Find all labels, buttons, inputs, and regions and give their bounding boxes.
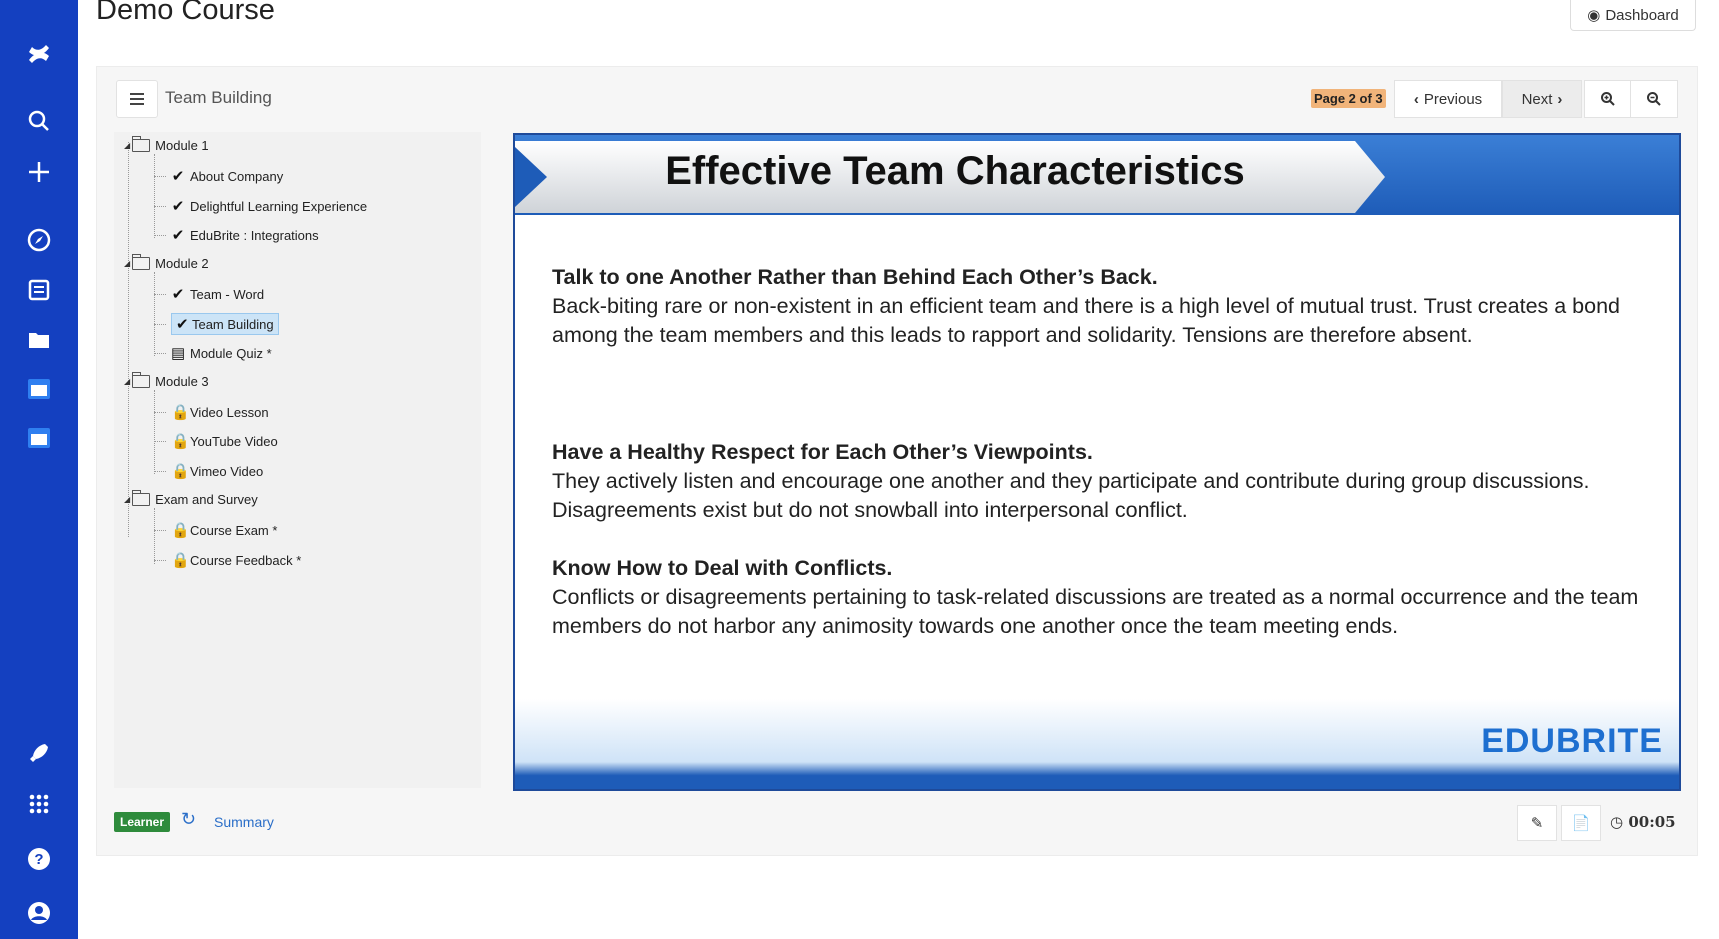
item-label: Team Building [191,317,274,332]
tree-connector [154,560,166,561]
rocket-icon[interactable] [19,733,59,773]
window-icon[interactable] [19,418,59,458]
folder-open-icon [132,139,150,152]
section-text: Conflicts or disagreements pertaining to task-related discussions are treated as a normal occurrence and the team members do not harbor any animosity towards one another once the team meeting ends. [552,585,1639,638]
notes-button[interactable] [1517,805,1557,841]
item-label: About Company [190,168,284,184]
document-button[interactable] [1561,805,1601,841]
tree-connector [154,206,166,207]
section-text: Back-biting rare or non-existent in an efficient team and there is a high level of mutual trust. Trust creates a bond among the team members and this leads to rapport and solidarity. Tensions are therefore absent. [552,294,1621,347]
zoom-in-icon [1600,91,1616,107]
expand-triangle-icon: ◢ [124,259,131,268]
chevron-right-icon: › [1557,90,1563,108]
section-text: They actively listen and encourage one another and they participate and contribute during group discussions. Disagreements exist but do not snowball into interpersonal conflict. [552,469,1590,522]
tree-module-3[interactable] [124,374,209,389]
check-icon: ✔ [171,286,185,303]
search-icon[interactable] [19,101,59,141]
tree-item-about-company[interactable] [154,167,283,185]
dashboard-label: Dashboard [1605,6,1679,24]
hamburger-icon [130,98,144,100]
summary-link[interactable]: Summary [214,814,274,830]
refresh-icon[interactable]: ↻ [181,809,197,829]
module-label: Exam and Survey [155,492,258,507]
tree-connector [154,530,166,531]
breadcrumb: Team Building [165,88,272,107]
check-icon: ✔ [176,316,189,333]
tree-item-course-feedback[interactable] [154,551,301,569]
next-label: Next [1521,90,1553,108]
slide-section [552,438,1642,525]
document-icon: 📄 [1571,815,1591,832]
check-icon: ✔ [171,227,185,244]
tree-item-integrations[interactable] [154,226,319,244]
tree-item-module-quiz[interactable] [154,344,272,362]
tree-connector [154,176,166,177]
zoom-out-button[interactable] [1630,80,1678,118]
zoom-in-button[interactable] [1584,80,1632,118]
next-button[interactable] [1502,80,1582,118]
tree-module-1[interactable] [124,138,209,153]
tree-exam-and-survey[interactable] [124,492,258,507]
course-tree [114,132,481,788]
apps-grid-icon[interactable] [19,784,59,824]
dashboard-button[interactable] [1570,0,1696,31]
item-label: Video Lesson [190,404,269,420]
plus-icon[interactable] [19,152,59,192]
folder-open-icon [132,493,150,506]
module-label: Module 2 [155,256,209,271]
module-label: Module 3 [155,374,209,389]
tree-item-vimeo-video[interactable] [154,462,263,480]
slide-section [552,554,1642,641]
tree-item-team-building[interactable] [154,313,279,335]
tree-module-2[interactable] [124,256,209,271]
item-label: Vimeo Video [190,463,264,479]
tree-connector [154,294,166,295]
check-icon: ✔ [171,168,185,185]
confluence-logo-icon[interactable] [19,34,59,74]
chevron-left-icon: ‹ [1413,90,1419,108]
slide-viewer [513,133,1681,791]
menu-toggle-button[interactable] [116,80,158,118]
compass-icon[interactable] [19,220,59,260]
tree-connector [154,471,166,472]
clock-icon: ◷ [1610,813,1624,831]
dashboard-icon: ◉ [1587,7,1601,24]
page-indicator: Page 2 of 3 [1311,89,1386,108]
expand-triangle-icon: ◢ [124,141,131,150]
tree-item-delightful-learning[interactable] [154,197,367,215]
tree-connector [128,142,130,537]
lock-icon: 🔒 [171,433,190,450]
tree-connector [154,441,166,442]
folder-open-icon [132,375,150,388]
lock-icon: 🔒 [171,552,190,569]
page-icon[interactable] [19,270,59,310]
previous-button[interactable] [1394,80,1502,118]
tree-connector [154,412,166,413]
check-icon: ✔ [171,198,185,215]
zoom-out-icon [1646,91,1662,107]
edubrite-logo: EDUBRITE [1481,722,1663,760]
item-label: Team - Word [190,286,265,302]
expand-triangle-icon: ◢ [124,495,131,504]
role-badge: Learner [114,812,170,832]
lock-icon: 🔒 [171,463,190,480]
folder-icon[interactable] [19,320,59,360]
help-icon[interactable] [19,839,59,879]
module-label: Module 1 [155,138,209,153]
section-heading: Know How to Deal with Conflicts. [552,556,893,580]
item-label-selected [171,313,279,335]
window-icon[interactable] [19,369,59,409]
left-rail [0,0,78,939]
item-label: Course Feedback * [190,552,302,568]
tree-connector [154,324,166,325]
lock-icon: 🔒 [171,522,190,539]
timer [1610,813,1676,831]
tree-item-course-exam[interactable] [154,521,277,539]
tree-item-youtube-video[interactable] [154,432,278,450]
tree-item-video-lesson[interactable] [154,403,269,421]
course-title: Demo Course [96,0,275,26]
folder-open-icon [132,257,150,270]
section-heading: Talk to one Another Rather than Behind Each Other’s Back. [552,265,1158,289]
expand-triangle-icon: ◢ [124,377,131,386]
item-label: YouTube Video [190,433,278,449]
user-icon[interactable] [19,893,59,933]
slide-title: Effective Team Characteristics [665,149,1245,193]
edit-icon: ✎ [1530,815,1544,832]
tree-item-team-word[interactable] [154,285,264,303]
previous-label: Previous [1423,90,1483,108]
svg-text:?: ? [34,851,44,868]
tree-connector [154,353,166,354]
quiz-icon: ▤ [171,345,186,362]
lock-icon: 🔒 [171,404,190,421]
item-label: EduBrite : Integrations [190,227,319,243]
item-label: Delightful Learning Experience [190,198,368,214]
item-label: Module Quiz * [190,345,272,361]
slide-section [552,263,1642,350]
timer-value: 00:05 [1628,813,1676,831]
tree-connector [154,235,166,236]
item-label: Course Exam * [190,522,278,538]
section-heading: Have a Healthy Respect for Each Other’s Viewpoints. [552,440,1093,464]
